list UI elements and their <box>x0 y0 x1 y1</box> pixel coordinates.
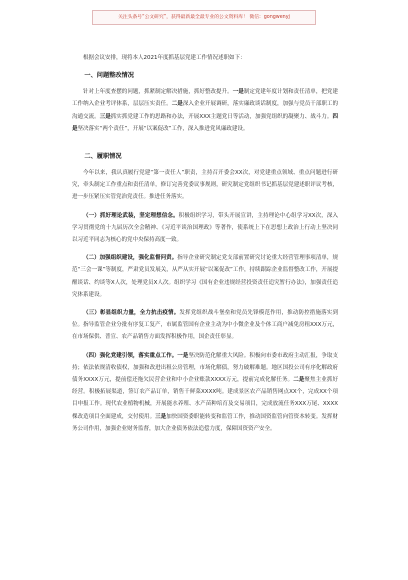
intro-paragraph: 根据会议安排，现将本人2021年度抓基层党建工作情况述职如下： <box>83 55 246 61</box>
bold-phrase: 三是 <box>99 113 111 120</box>
bold-phrase: （一）抓好理论武装，坚定理想信念。 <box>83 212 179 219</box>
promo-banner: 关注头条号“公文研究”，获得最新最全最专业的公文资料库！ 微信：gongwenyj <box>92 10 316 25</box>
section-paragraph <box>72 210 338 247</box>
section-paragraph <box>72 167 338 204</box>
paragraph-text: 加快国资委职能转变和监管工作，推动国资监管向管资本转变。发挥财务公司作用，加强企业财务监督，加大企业债务依法追偿力度，保障国资资产安全。 <box>72 413 338 432</box>
section-paragraph <box>72 350 338 435</box>
paragraph-text: 今年以来，我认真履行党建“第一责任人”职责，主持召开委会XX次，对党建重点领域、重点问题进行研究，牵头制定工作重点和责任清单，修订完善党委议事规则，研究制定党组织书记抓基层党建述职评议考核，进一步压紧压实管党治党责任。推进任务落实。 <box>72 170 338 201</box>
section-heading: 二、履职情况 <box>84 153 122 161</box>
paragraph-text: 坚决落实“两个责任”，开展“以案促改”工作，深入推进党风廉政建设。 <box>77 125 249 132</box>
document-body <box>72 52 338 441</box>
bold-phrase: 二是 <box>171 101 183 108</box>
bold-phrase: 三是 <box>155 413 167 420</box>
paragraph-text: 针对上年度查摆的问题，抓紧制定解决措施，抓好整改提升。 <box>83 89 233 96</box>
paragraph-text: 抓实抓党建工作的思路和办法，开展XXX主题党日等活动，加强党组织的凝聚力、战斗力。 <box>110 113 333 120</box>
paragraph-text: 聚焦主业抓好经营。积极拓展渠道，签订农产品订单，销售千鲜菜XXXX吨。建成景区农产品销售网点XX个，完成XX个项目申报工作。现代农业植物机械，开展能水养殖、水产苗种培育及交易项目，完成放流任务XXX万尾、XXXX棵改造项目全面建成，交付使用。 <box>72 377 338 420</box>
section-paragraph <box>72 252 338 301</box>
section-paragraph <box>72 86 338 135</box>
bold-phrase: 一是 <box>177 352 189 359</box>
bold-phrase: （三）彰显组织力量，全力抗击疫情。 <box>83 310 180 317</box>
section-1 <box>72 70 338 135</box>
bold-phrase: 二是 <box>293 377 305 384</box>
paragraph-text: 坚决防范化解重大风险。积极向市委市政府主动汇报，争取支持；依法依规清收债权，加强和改进出租公房管理，市场化解债，努力破解难题。地区国投公司有序化解政府债务XXXX万元，提前偿还拖欠民营企业和中小企业账款XXXX万元，提前完成化解任务。 <box>72 352 338 384</box>
bold-phrase: （四）强化党建引领，落实重点工作。 <box>83 352 178 359</box>
section-2 <box>72 151 338 435</box>
paragraph-text: 发挥党组织战斗堡垒和党员先锋模范作用，推动防控措施落实到位。指导监管企业分批有序复工复产，市属监管国有企业主动为中小微企业及个体工商户减免房租XXX万元，在市场保供、普宣、农产品销售方面发挥积极作用，国企责任彰显。 <box>72 310 338 341</box>
paragraph-text: 积极组织学习，带头开展宣讲，主持理论中心组学习XX次，深入学习贯彻党的十九届历次全会精神、《习近平谈治国理政》等著作，使系统上下在思想上政治上行动上坚决同以习近平同志为核心的党中央保持高度一致。 <box>72 212 338 244</box>
paragraph-text: 指导企业研究制定党支部前置研究讨论重大经营管理事项清单，规范“三会一课”等制度，严肃党员发展关，从严从实开展“以案促改”工作，持续跟踪企业监督整改工作，开展提醒谈话、约谈等X人次，处理党员X人次。组织学习《国有企业违规经营投资责任追究暂行办法》，加强责任追究体系建设。 <box>72 255 338 298</box>
paragraph-text: 制定党建年度计划和责任清单，把党建工作纳入企业考评体系，层层压实责任。 <box>72 89 338 108</box>
bold-phrase: 一是 <box>232 89 244 96</box>
bold-phrase: 四是 <box>72 113 338 132</box>
bold-phrase: （二）加强组织建设，强化监督问责。 <box>83 255 178 262</box>
section-heading: 一、问题整改情况 <box>84 72 134 80</box>
section-paragraph <box>72 307 338 344</box>
paragraph-text: 深入企业开展调研，落实廉政谈话制度，加强与党员干部职工的沟通交流。 <box>72 101 338 120</box>
